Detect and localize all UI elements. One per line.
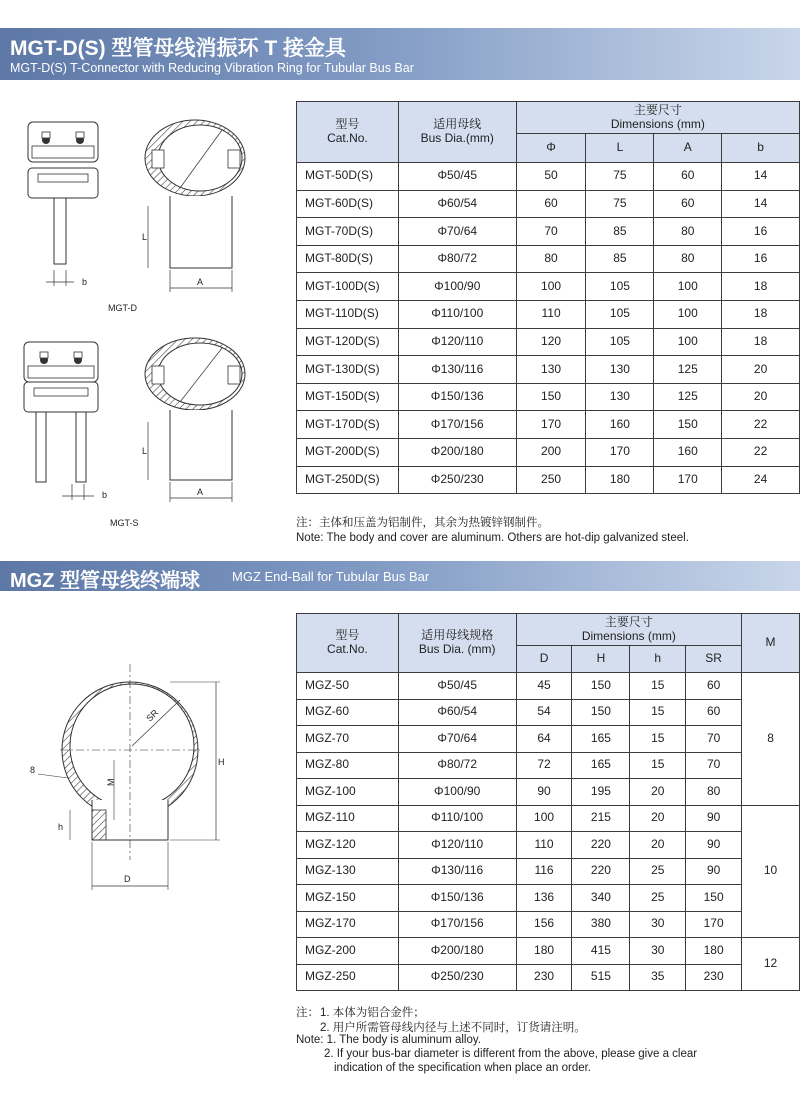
cell-l: 85 [586, 218, 654, 246]
cell-phi: 110 [516, 300, 586, 328]
cell-model: MGT-150D(S) [297, 383, 399, 411]
cell-l: 105 [586, 273, 654, 301]
table-row [297, 273, 800, 301]
table-row [297, 885, 800, 912]
mgz-dim-m: M [106, 778, 116, 786]
header-dimensions [516, 102, 799, 134]
cell-l: 75 [586, 190, 654, 218]
cell-sr: 70 [686, 752, 742, 779]
cell-l: 105 [586, 300, 654, 328]
cell-bus-dia: Φ130/116 [398, 356, 516, 384]
cell-model: MGT-60D(S) [297, 190, 399, 218]
cell-small-h: 30 [630, 911, 686, 938]
cell-d: 45 [516, 673, 572, 700]
table-row [297, 832, 800, 859]
cell-small-h: 15 [630, 752, 686, 779]
cell-small-h: 30 [630, 938, 686, 965]
header-l: L [586, 134, 654, 163]
cell-sr: 80 [686, 779, 742, 806]
section2-note-en-3: indication of the specification when place an order. [334, 1062, 591, 1074]
cell-small-h: 15 [630, 699, 686, 726]
mgt-s-dim-a: A [197, 487, 204, 497]
cell-model: MGZ-250 [297, 964, 399, 991]
cell-bus-dia: Φ200/180 [398, 438, 516, 466]
mgz-dim-h: H [218, 757, 225, 767]
cell-a: 100 [654, 273, 722, 301]
table-row [297, 726, 800, 753]
cell-m: 8 [742, 673, 800, 806]
table-row [297, 673, 800, 700]
cell-d: 136 [516, 885, 572, 912]
header-h: H [572, 646, 630, 673]
mgt-d-label: MGT-D [108, 303, 137, 313]
cell-bus-dia: Φ60/54 [398, 190, 516, 218]
cell-sr: 180 [686, 938, 742, 965]
cell-model: MGZ-70 [297, 726, 399, 753]
cell-small-h: 25 [630, 858, 686, 885]
cell-h: 165 [572, 726, 630, 753]
cell-model: MGT-110D(S) [297, 300, 399, 328]
section2-title: MGZ 型管母线终端球 [10, 570, 200, 592]
cell-h: 515 [572, 964, 630, 991]
cell-h: 195 [572, 779, 630, 806]
cell-sr: 170 [686, 911, 742, 938]
mgt-s-dim-b: b [102, 490, 108, 500]
cell-h: 220 [572, 858, 630, 885]
cell-bus-dia: Φ170/156 [398, 411, 516, 439]
cell-phi: 100 [516, 273, 586, 301]
cell-bus-dia: Φ50/45 [398, 163, 516, 191]
cell-bus-dia: Φ170/156 [398, 911, 516, 938]
cell-b: 18 [722, 328, 800, 356]
cell-bus-dia: Φ70/64 [398, 218, 516, 246]
cell-bus-dia: Φ120/110 [398, 832, 516, 859]
header-m: M [742, 614, 800, 673]
table-row [297, 752, 800, 779]
cell-b: 22 [722, 438, 800, 466]
mgz-drawing [20, 650, 280, 910]
table-row [297, 300, 800, 328]
cell-d: 100 [516, 805, 572, 832]
section2-subtitle: MGZ End-Ball for Tubular Bus Bar [232, 569, 430, 584]
cell-bus-dia: Φ250/230 [398, 466, 516, 494]
cell-l: 170 [586, 438, 654, 466]
cell-b: 16 [722, 245, 800, 273]
cell-model: MGZ-80 [297, 752, 399, 779]
section2-note-en-2: 2. If your bus-bar diameter is different from the above, please give a clear [324, 1048, 698, 1060]
cell-small-h: 35 [630, 964, 686, 991]
cell-d: 156 [516, 911, 572, 938]
cell-d: 54 [516, 699, 572, 726]
mgz-dim-small-h: h [58, 822, 64, 832]
header-sr: SR [686, 646, 742, 673]
cell-bus-dia: Φ60/54 [398, 699, 516, 726]
table-row [297, 466, 800, 494]
mgt-d-dim-a: A [197, 277, 204, 287]
mgt-d-dim-b: b [82, 277, 88, 287]
cell-model: MGT-80D(S) [297, 245, 399, 273]
cell-model: MGT-120D(S) [297, 328, 399, 356]
cell-l: 160 [586, 411, 654, 439]
cell-model: MGT-130D(S) [297, 356, 399, 384]
table-row [297, 779, 800, 806]
cell-phi: 170 [516, 411, 586, 439]
cell-sr: 90 [686, 832, 742, 859]
cell-b: 18 [722, 300, 800, 328]
section1-note-cn: 注：主体和压盖为铝制件，其余为热镀锌钢制件。 [296, 517, 549, 529]
table-row [297, 356, 800, 384]
mgz-dim-sr: SR [144, 707, 161, 724]
header-bus-en: Bus Dia.(mm) [420, 131, 494, 145]
cell-l: 180 [586, 466, 654, 494]
cell-a: 125 [654, 383, 722, 411]
mgt-d-dim-l: L [142, 232, 148, 242]
cell-model: MGZ-100 [297, 779, 399, 806]
cell-l: 105 [586, 328, 654, 356]
cell-sr: 60 [686, 699, 742, 726]
mgt-d-drawing [10, 110, 290, 320]
cell-b: 14 [722, 163, 800, 191]
cell-model: MGZ-200 [297, 938, 399, 965]
cell-model: MGT-50D(S) [297, 163, 399, 191]
header-bus [398, 614, 516, 673]
header-dims-en: Dimensions (mm) [581, 628, 676, 643]
cell-h: 215 [572, 805, 630, 832]
cell-sr: 90 [686, 858, 742, 885]
table-row [297, 163, 800, 191]
section1-note-en: Note: The body and cover are aluminum. Others are hot-dip galvanized steel. [296, 532, 689, 544]
cell-b: 20 [722, 383, 800, 411]
table-row [297, 411, 800, 439]
section1-banner [0, 28, 800, 80]
cell-phi: 130 [516, 356, 586, 384]
mgt-s-drawing [10, 330, 290, 535]
cell-h: 220 [572, 832, 630, 859]
section1-subtitle: MGT-D(S) T-Connector with Reducing Vibration Ring for Tubular Bus Bar [10, 61, 414, 75]
cell-l: 85 [586, 245, 654, 273]
table-row [297, 328, 800, 356]
table-row [297, 699, 800, 726]
cell-d: 230 [516, 964, 572, 991]
cell-b: 16 [722, 218, 800, 246]
header-model-cn: 型号 [335, 117, 360, 132]
cell-l: 75 [586, 163, 654, 191]
cell-small-h: 20 [630, 805, 686, 832]
table-row [297, 805, 800, 832]
cell-bus-dia: Φ200/180 [398, 938, 516, 965]
cell-small-h: 15 [630, 726, 686, 753]
cell-model: MGZ-110 [297, 805, 399, 832]
table-row [297, 218, 800, 246]
cell-h: 380 [572, 911, 630, 938]
cell-model: MGT-100D(S) [297, 273, 399, 301]
cell-sr: 60 [686, 673, 742, 700]
cell-a: 60 [654, 163, 722, 191]
cell-sr: 230 [686, 964, 742, 991]
cell-bus-dia: Φ80/72 [398, 245, 516, 273]
cell-b: 24 [722, 466, 800, 494]
cell-phi: 250 [516, 466, 586, 494]
cell-bus-dia: Φ110/100 [398, 805, 516, 832]
cell-phi: 60 [516, 190, 586, 218]
header-bus [398, 102, 516, 163]
cell-small-h: 25 [630, 885, 686, 912]
cell-a: 100 [654, 328, 722, 356]
header-bus-en: Bus Dia. (mm) [418, 642, 496, 656]
cell-small-h: 20 [630, 832, 686, 859]
section2-note-cn-1: 1. 本体为铝合金件； [320, 1007, 425, 1019]
cell-a: 80 [654, 245, 722, 273]
mgt-spec-table [296, 101, 800, 494]
cell-d: 64 [516, 726, 572, 753]
mgt-s-dim-l: L [142, 446, 148, 456]
cell-model: MGT-170D(S) [297, 411, 399, 439]
cell-phi: 120 [516, 328, 586, 356]
cell-a: 170 [654, 466, 722, 494]
header-dims-cn: 主要尺寸 [633, 102, 682, 117]
cell-h: 340 [572, 885, 630, 912]
cell-d: 72 [516, 752, 572, 779]
cell-bus-dia: Φ150/136 [398, 885, 516, 912]
cell-model: MGZ-120 [297, 832, 399, 859]
cell-b: 22 [722, 411, 800, 439]
cell-bus-dia: Φ70/64 [398, 726, 516, 753]
cell-small-h: 20 [630, 779, 686, 806]
cell-bus-dia: Φ100/90 [398, 273, 516, 301]
header-a: A [654, 134, 722, 163]
section2-note-label: 注： [296, 1007, 319, 1019]
cell-phi: 80 [516, 245, 586, 273]
cell-model: MGT-250D(S) [297, 466, 399, 494]
cell-sr: 70 [686, 726, 742, 753]
cell-a: 100 [654, 300, 722, 328]
table-row [297, 190, 800, 218]
cell-a: 80 [654, 218, 722, 246]
section1-title: MGT-D(S) 型管母线消振环 T 接金具 [10, 37, 346, 60]
cell-model: MGZ-150 [297, 885, 399, 912]
cell-sr: 150 [686, 885, 742, 912]
section2-banner [0, 561, 800, 591]
cell-a: 60 [654, 190, 722, 218]
header-dims-cn: 主要尺寸 [604, 614, 653, 629]
header-d: D [516, 646, 572, 673]
cell-l: 130 [586, 383, 654, 411]
mgz-dim-d: D [124, 874, 131, 884]
table-row [297, 438, 800, 466]
header-model-en: Cat.No. [327, 131, 368, 145]
header-b: b [722, 134, 800, 163]
cell-model: MGZ-130 [297, 858, 399, 885]
table-row [297, 911, 800, 938]
table-row [297, 245, 800, 273]
cell-phi: 50 [516, 163, 586, 191]
cell-bus-dia: Φ100/90 [398, 779, 516, 806]
cell-model: MGT-200D(S) [297, 438, 399, 466]
table-row [297, 858, 800, 885]
header-bus-cn: 适用母线 [433, 117, 482, 132]
cell-model: MGZ-170 [297, 911, 399, 938]
cell-h: 415 [572, 938, 630, 965]
header-phi: Φ [516, 134, 586, 163]
cell-d: 90 [516, 779, 572, 806]
cell-bus-dia: Φ150/136 [398, 383, 516, 411]
cell-a: 160 [654, 438, 722, 466]
table-row [297, 383, 800, 411]
cell-a: 125 [654, 356, 722, 384]
header-small-h: h [630, 646, 686, 673]
section2-note-cn-2: 2. 用户所需管母线内径与上述不同时，订货请注明。 [320, 1022, 586, 1034]
cell-h: 165 [572, 752, 630, 779]
cell-phi: 70 [516, 218, 586, 246]
cell-bus-dia: Φ250/230 [398, 964, 516, 991]
section2-note-en-1: Note: 1. The body is aluminum alloy. [296, 1034, 481, 1046]
header-model-en: Cat.No. [327, 642, 368, 656]
cell-h: 150 [572, 699, 630, 726]
cell-d: 180 [516, 938, 572, 965]
cell-bus-dia: Φ130/116 [398, 858, 516, 885]
cell-a: 150 [654, 411, 722, 439]
cell-b: 20 [722, 356, 800, 384]
header-dimensions [516, 614, 741, 646]
cell-model: MGT-70D(S) [297, 218, 399, 246]
table-row [297, 938, 800, 965]
cell-bus-dia: Φ110/100 [398, 300, 516, 328]
cell-bus-dia: Φ120/110 [398, 328, 516, 356]
cell-model: MGZ-60 [297, 699, 399, 726]
cell-model: MGZ-50 [297, 673, 399, 700]
cell-d: 110 [516, 832, 572, 859]
cell-bus-dia: Φ50/45 [398, 673, 516, 700]
header-model-cn: 型号 [335, 628, 360, 643]
cell-m: 12 [742, 938, 800, 991]
cell-d: 116 [516, 858, 572, 885]
mgt-s-label: MGT-S [110, 518, 139, 528]
mgz-spec-table [296, 613, 800, 991]
cell-m: 10 [742, 805, 800, 938]
cell-b: 18 [722, 273, 800, 301]
cell-phi: 200 [516, 438, 586, 466]
header-dims-en: Dimensions (mm) [610, 116, 705, 131]
cell-sr: 90 [686, 805, 742, 832]
cell-l: 130 [586, 356, 654, 384]
header-model [297, 614, 399, 673]
cell-bus-dia: Φ80/72 [398, 752, 516, 779]
header-bus-cn: 适用母线规格 [421, 628, 494, 643]
table-row [297, 964, 800, 991]
cell-small-h: 15 [630, 673, 686, 700]
header-model [297, 102, 399, 163]
cell-phi: 150 [516, 383, 586, 411]
mgz-dim-8: 8 [30, 765, 36, 775]
cell-b: 14 [722, 190, 800, 218]
cell-h: 150 [572, 673, 630, 700]
